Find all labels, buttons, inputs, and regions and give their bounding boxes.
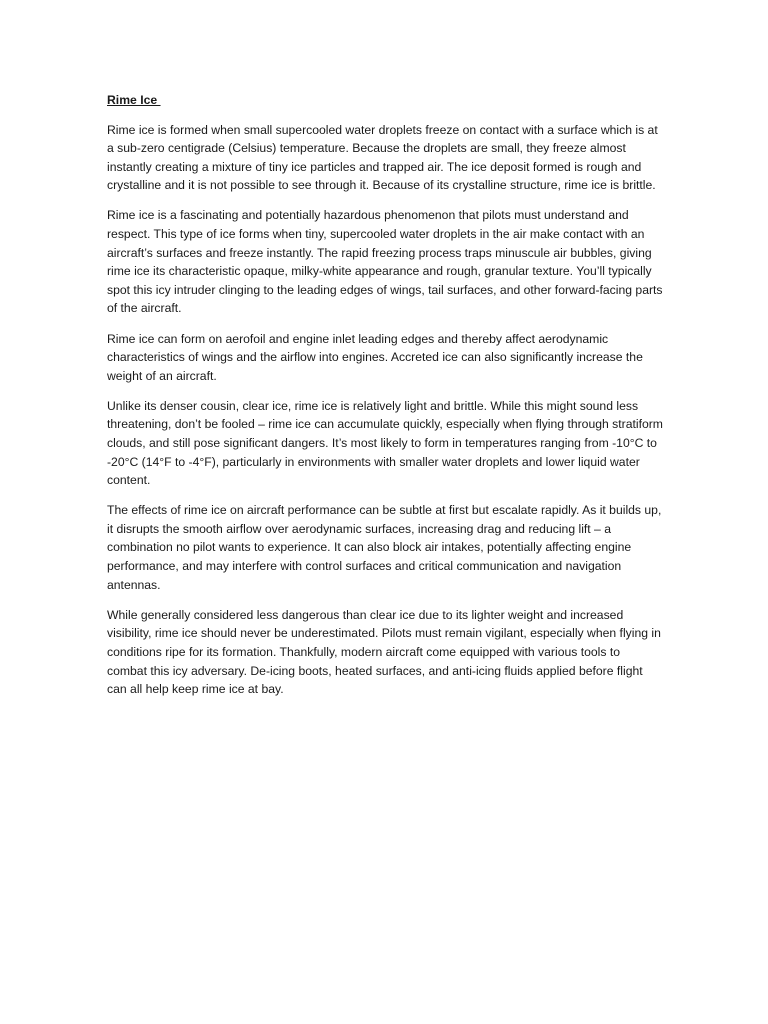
document-body [107,91,663,710]
paragraph-5: The effects of rime ice on aircraft performance can be subtle at first but escalate rapidly. As it builds up, it disrupts the smooth airflow over aerodynamic surfaces, increasing drag and reducing lift – a combination no pilot wants to experience. It can also block air intakes, potentially affecting engine performance, and may interfere with control surfaces and critical communication and navigation antennas. [107,503,662,592]
paragraph-2: Rime ice is a fascinating and potentially hazardous phenomenon that pilots must understand and respect. This type of ice forms when tiny, supercooled water droplets in the air make contact with an aircraft’s surfaces and freeze instantly. The rapid freezing process traps minuscule air bubbles, giving rime ice its characteristic opaque, milky-white appearance and rough, granular texture. You’ll typically spot this icy intruder clinging to the leading edges of wings, tail surfaces, and other forward-facing parts of the aircraft. [107,208,663,316]
paragraph-3: Rime ice can form on aerofoil and engine inlet leading edges and thereby affect aerodynamic characteristics of wings and the airflow into engines. Accreted ice can also significantly increase the weight of an aircraft. [107,331,643,383]
document-title: Rime Ice [107,93,161,107]
paragraph-1: Rime ice is formed when small supercooled water droplets freeze on contact with a surface which is at a sub-zero centigrade (Celsius) temperature. Because the droplets are small, they freeze almost instantly creating a mixture of tiny ice particles and trapped air. The ice deposit formed is rough and crystalline and it is not possible to see through it. Because of its crystalline structure, rime ice is brittle. [107,122,658,193]
paragraph-4: Unlike its denser cousin, clear ice, rime ice is relatively light and brittle. While this might sound less threatening, don’t be fooled – rime ice can accumulate quickly, especially when flying through stratiform clouds, and still pose significant dangers. It’s most likely to form in temperatures ranging from -10°C to -20°C (14°F to -4°F), particularly in environments with smaller water droplets and lower liquid water content. [107,398,663,488]
paragraph-6: While generally considered less dangerous than clear ice due to its lighter weight and increased visibility, rime ice should never be underestimated. Pilots must remain vigilant, especially when flying in conditions ripe for its formation. Thankfully, modern aircraft come equipped with various tools to combat this icy adversary. De-icing boots, heated surfaces, and anti-icing fluids applied before flight can all help keep rime ice at bay. [107,607,661,697]
